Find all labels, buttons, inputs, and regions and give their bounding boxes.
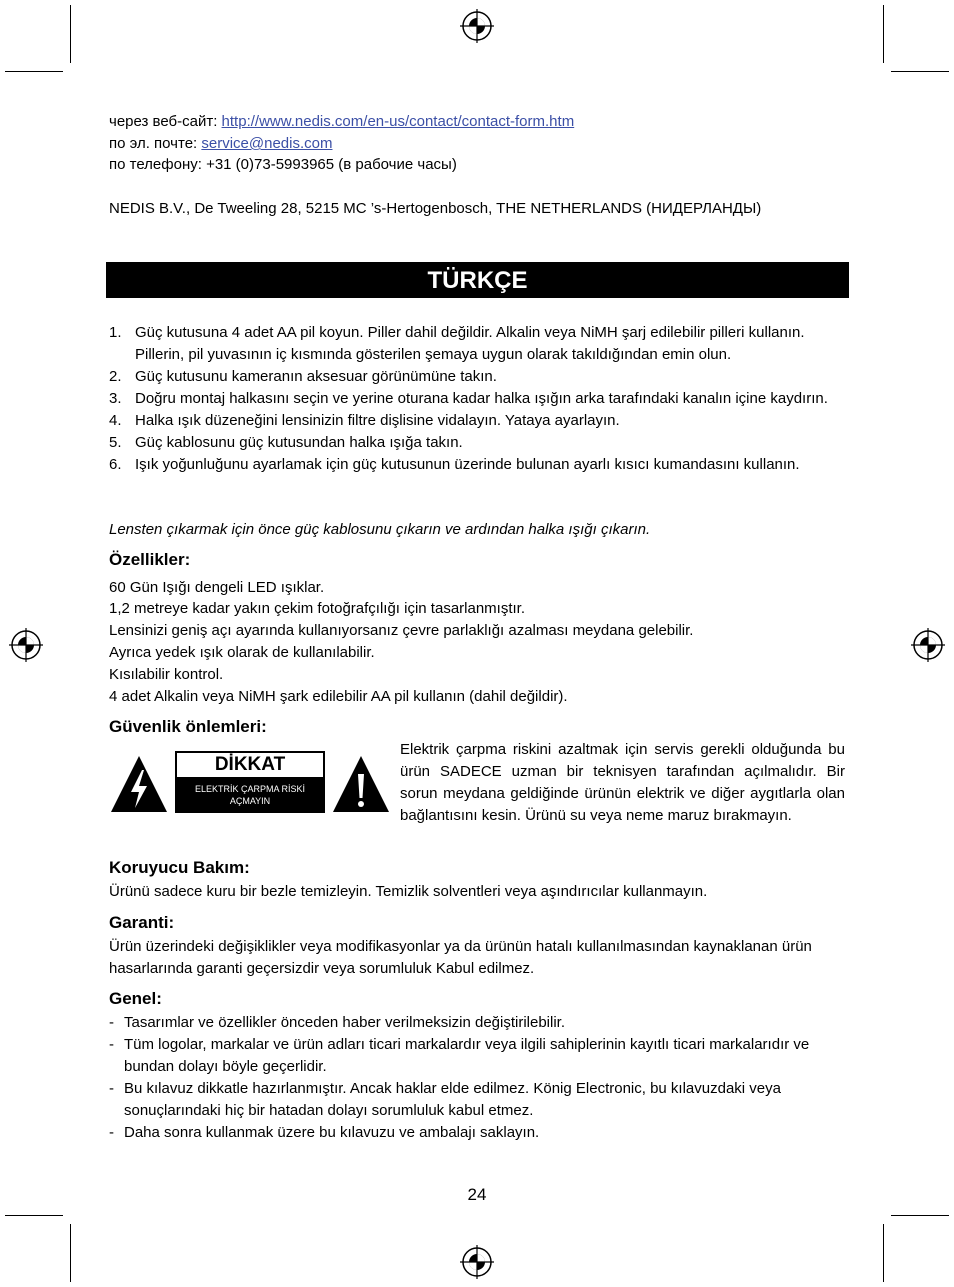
contact-web-line — [109, 111, 574, 133]
list-item: - Daha sonra kullanmak üzere bu kılavuzu ve ambalajı saklayın. — [109, 1124, 540, 1141]
exclamation-warning-icon — [331, 754, 391, 814]
step-item: 1. Güç kutusuna 4 adet AA pil koyun. Piller dahil değildir. Alkalin veya NiMH şarj edilebilir pilleri kullanın. Pillerin, pil yuvasının iç kısmında gösterilen şemaya uygun olarak takıldığından emin olun. — [109, 324, 805, 363]
removal-note: Lensten çıkarmak için önce güç kablosunu çıkarın ve ardından halka ışığı çıkarın. — [109, 521, 651, 538]
registration-mark-icon — [460, 1245, 494, 1279]
crop-mark — [5, 71, 63, 72]
registration-mark-icon — [9, 628, 43, 662]
feature-line: Ayrıca yedek ışık olarak de kullanılabilir. — [109, 644, 375, 661]
crop-mark — [883, 1224, 884, 1282]
caution-title: DİKKAT — [177, 753, 323, 777]
crop-mark — [891, 1215, 949, 1216]
safety-heading: Güvenlik önlemleri: — [109, 717, 267, 736]
maintenance-text: Ürünü sadece kuru bir bezle temizleyin. Temizlik solventleri veya aşındırıcılar kullanmayın. — [109, 883, 708, 900]
crop-mark — [5, 1215, 63, 1216]
contact-phone-line: по телефону: +31 (0)73-5993965 (в рабочие часы) — [109, 156, 457, 173]
crop-mark — [70, 5, 71, 63]
section-title-banner: TÜRKÇE — [106, 262, 849, 298]
contact-web-link[interactable]: http://www.nedis.com/en-us/contact/contact-form.htm — [221, 113, 575, 130]
step-item: 4. Halka ışık düzeneğini lensinizin filtre dişlisine vidalayın. Yataya ayarlayın. — [109, 412, 620, 429]
contact-email-label: по эл. почте: — [109, 135, 202, 152]
feature-line: 4 adet Alkalin veya NiMH şark edilebilir AA pil kullanın (dahil değildir). — [109, 688, 568, 705]
warranty-heading: Garanti: — [109, 913, 175, 932]
contact-email-line — [109, 133, 332, 155]
caution-label — [175, 751, 325, 813]
general-list — [109, 1012, 849, 1144]
crop-mark — [70, 1224, 71, 1282]
maintenance-heading: Koruyucu Bakım: — [109, 858, 250, 877]
crop-mark — [883, 5, 884, 63]
step-item: 3. Doğru montaj halkasını seçin ve yerine oturana kadar halka ışığın arka tarafındaki kanalın içine kaydırın. — [109, 390, 828, 407]
warranty-text: Ürün üzerindeki değişiklikler veya modifikasyonlar ya da ürünün hatalı kullanılmasından kaynaklanan ürün hasarlarında garanti geçersizdir veya sorumluluk Kabul edilmez. — [109, 938, 812, 977]
feature-line: Lensinizi geniş açı ayarında kullanıyorsanız çevre parlaklığı azalması meydana gelebilir. — [109, 622, 694, 639]
registration-mark-icon — [460, 9, 494, 43]
crop-mark — [891, 71, 949, 72]
list-item: - Tasarımlar ve özellikler önceden haber verilmeksizin değiştirilebilir. — [109, 1014, 566, 1031]
caution-subtext: ELEKTRİK ÇARPMA RİSKİ AÇMAYIN — [194, 784, 306, 806]
lightning-warning-icon — [109, 754, 169, 814]
contact-web-label: через веб-сайт: — [109, 113, 222, 130]
feature-line: 60 Gün Işığı dengeli LED ışıklar. — [109, 579, 325, 596]
step-item: 6. Işık yoğunluğunu ayarlamak için güç kutusunun üzerinde bulunan ayarlı kısıcı kumandasını kullanın. — [109, 456, 800, 473]
feature-line: 1,2 metreye kadar yakın çekim fotoğrafçılığı için tasarlanmıştır. — [109, 600, 526, 617]
page-number: 24 — [467, 1185, 487, 1204]
contact-address: NEDIS B.V., De Tweeling 28, 5215 MC ’s-Hertogenbosch, THE NETHERLANDS (НИДЕРЛАНДЫ) — [109, 200, 762, 217]
feature-line: Kısılabilir kontrol. — [109, 666, 224, 683]
instruction-steps — [109, 322, 849, 476]
safety-text: Elektrik çarpma riskini azaltmak için servis gerekli olduğunda bu ürün SADECE uzman bir teknisyen tarafından açılmalıdır. Bir sorun meydana geldiğinde ürünün elektrik ve diğer aygıtlarla olan bağlantısını kesin. Ürünü su veya neme maruz bırakmayın. — [400, 741, 845, 824]
registration-mark-icon — [911, 628, 945, 662]
step-item: 5. Güç kablosunu güç kutusundan halka ışığa takın. — [109, 434, 463, 451]
features-heading: Özellikler: — [109, 550, 191, 569]
contact-email-link[interactable]: service@nedis.com — [201, 135, 333, 152]
general-heading: Genel: — [109, 989, 162, 1008]
list-item: - Tüm logolar, markalar ve ürün adları ticari markalardır veya ilgili sahiplerinin kayıtlı ticari markalarıdır ve bundan dolayı böyle geçerlidir. — [109, 1036, 810, 1075]
list-item: - Bu kılavuz dikkatle hazırlanmıştır. Ancak haklar elde edilmez. König Electronic, bu kılavuzdaki veya sonuçlarındaki hiç bir hatadan dolayı sorumluluk kabul etmez. — [109, 1080, 781, 1119]
step-item: 2. Güç kutusunu kameranın aksesuar görünümüne takın. — [109, 368, 497, 385]
